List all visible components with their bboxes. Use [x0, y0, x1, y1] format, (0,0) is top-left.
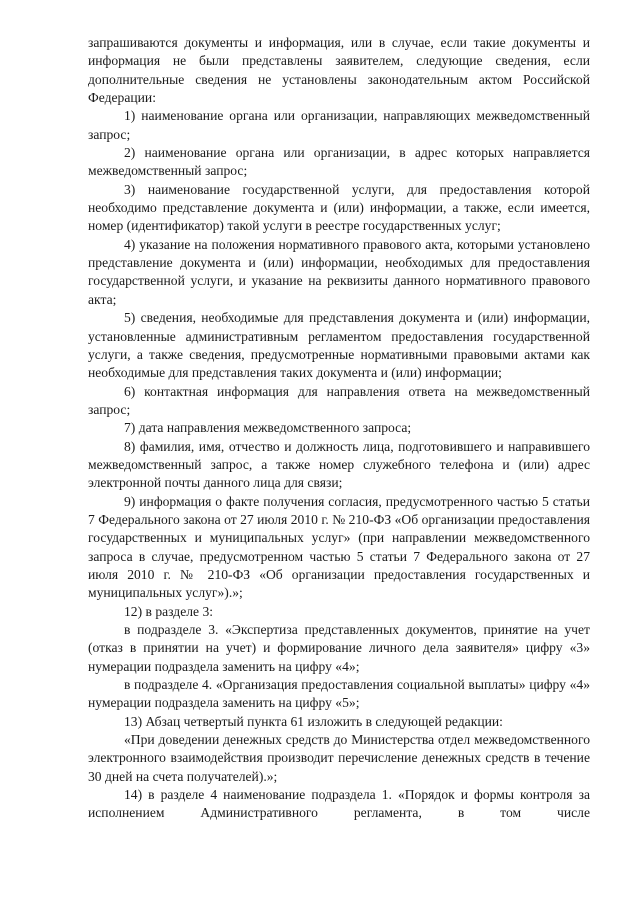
paragraph-item-2: 2) наименование органа или организации, в адрес которых направляется межведомственный запрос;	[88, 145, 590, 179]
paragraph-quoted-text: «При доведении денежных средств до Министерства отдел межведомственного электронного взаимодействия производит перечисление денежных средств в течение 30 дней на счета получателей).»;	[88, 732, 590, 784]
paragraph-subsection-3: в подразделе 3. «Экспертиза представленных документов, принятие на учет (отказ в принятии на учет) и формирование личного дела заявителя» цифру «3» нумерации подраздела заменить на цифру «4»;	[88, 622, 590, 674]
document-body	[88, 34, 590, 823]
paragraph-amendment-12: 12) в разделе 3:	[124, 603, 214, 619]
paragraph-item-4: 4) указание на положения нормативного правового акта, которыми установлено представление документа и (или) информации, необходимых для предоставления государственной услуги, и указание на реквизиты данного нормативного правового акта;	[88, 236, 590, 307]
paragraph-item-7: 7) дата направления межведомственного запроса;	[124, 420, 412, 436]
paragraph-item-1: 1) наименование органа или организации, направляющих межведомственный запрос;	[88, 108, 590, 142]
paragraph-amendment-13: 13) Абзац четвертый пункта 61 изложить в следующей редакции:	[124, 713, 503, 729]
paragraph-item-9: 9) информация о факте получения согласия, предусмотренного частью 5 статьи 7 Федерального закона от 27 июля 2010 г. № 210-ФЗ «Об организации предоставления государственных и муниципальных услуг» (при направлении межведомственного запроса в случае, предусмотренном частью 5 статьи 7 Федерального закона от 27 июля 2010 г. № 210-ФЗ «Об организации предоставления государственных и муниципальных услуг»).»;	[88, 493, 590, 601]
paragraph-subsection-4: в подразделе 4. «Организация предоставления социальной выплаты» цифру «4» нумерации подраздела заменить на цифру «5»;	[88, 677, 590, 711]
paragraph-item-3: 3) наименование государственной услуги, для предоставления которой необходимо представление документа и (или) информации, а также, если имеется, номер (идентификатор) такой услуги в реестре государственных услуг;	[88, 181, 590, 234]
paragraph-item-6: 6) контактная информация для направления ответа на межведомственный запрос;	[88, 383, 590, 417]
paragraph-item-5: 5) сведения, необходимые для представления документа и (или) информации, установленные административным регламентом предоставления государственной услуги, а также сведения, предусмотренные нормативными правовыми актами как необходимые для представления таких документа и (или) информации;	[88, 310, 590, 381]
paragraph-item-8: 8) фамилия, имя, отчество и должность лица, подготовившего и направившего межведомственный запрос, а также номер служебного телефона и (или) адрес электронной почты данного лица для связи;	[88, 438, 590, 491]
paragraph-intro: запрашиваются документы и информация, или в случае, если такие документы и информация не были представлены заявителем, следующие сведения, если дополнительные сведения не установлены законодательным актом Российской Федерации:	[88, 35, 590, 106]
paragraph-amendment-14: 14) в разделе 4 наименование подраздела 1. «Порядок и формы контроля за исполнением Административного регламента, в том числе	[88, 787, 590, 821]
